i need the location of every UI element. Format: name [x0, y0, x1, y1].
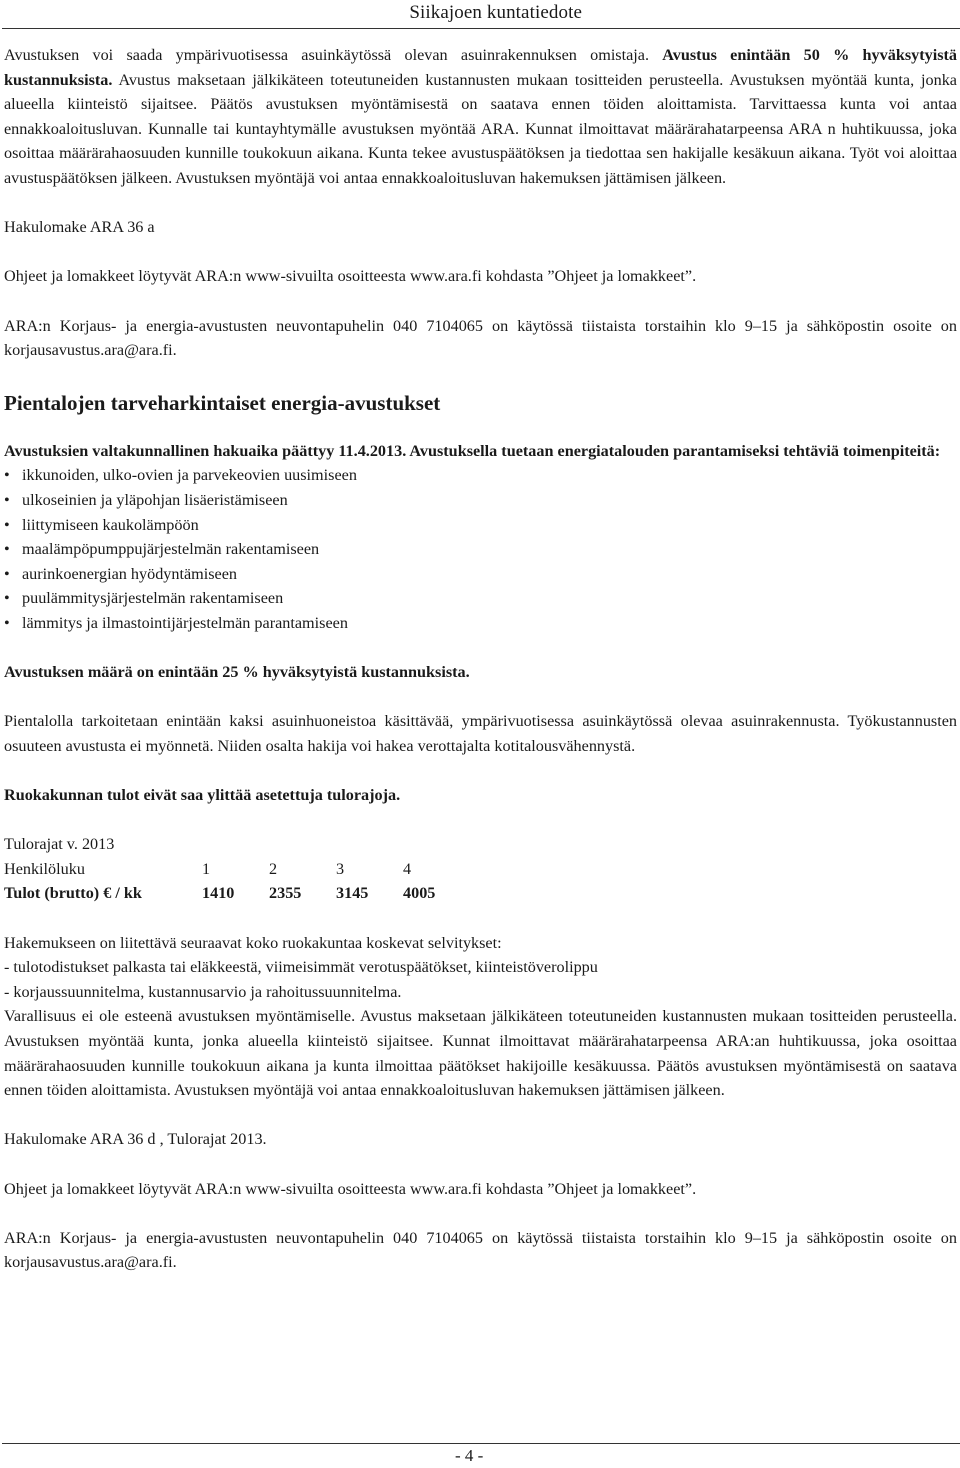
- table-cell: 2355: [269, 884, 302, 903]
- instructions-note: Ohjeet ja lomakkeet löytyvät ARA:n www-sivuilta osoitteesta www.ara.fi kohdasta ”Ohjeet ja lomakkeet”.: [4, 1179, 697, 1198]
- table-row: [4, 857, 470, 882]
- income-limit-bold: Ruokakunnan tulot eivät saa ylittää asetettuja tulorajoja.: [4, 786, 401, 805]
- table-cell: 3: [336, 859, 345, 878]
- table-cell: Tulot (brutto) € / kk: [4, 884, 142, 903]
- instructions-note: Ohjeet ja lomakkeet löytyvät ARA:n www-sivuilta osoitteesta www.ara.fi kohdasta ”Ohjeet ja lomakkeet”.: [4, 267, 697, 286]
- table-cell: 2: [269, 859, 278, 878]
- application-period-intro: [4, 439, 957, 464]
- income-limits-table: [4, 857, 470, 906]
- list-item: • puulämmitysjärjestelmän rakentamiseen: [4, 586, 957, 611]
- list-item: • liittymiseen kaukolämpöön: [4, 513, 957, 538]
- para-segment-bold: Avustus enintään 50 % hyväksytyistä kustannuksista.: [4, 46, 958, 89]
- section-title: Pientalojen tarveharkintaiset energia-avustukset: [4, 390, 441, 415]
- table-cell: Henkilöluku: [4, 859, 85, 878]
- table-row: [4, 881, 470, 906]
- grant-amount-note: [4, 660, 957, 685]
- income-limit-note: [4, 783, 957, 808]
- table-cell: 1: [202, 859, 211, 878]
- list-item: • ulkoseinien ja yläpohjan lisäeristämiseen: [4, 488, 957, 513]
- table-cell: 1410: [202, 884, 235, 903]
- income-table-caption: Tulorajat v. 2013: [4, 835, 115, 854]
- terms-paragraph: Varallisuus ei ole esteenä avustuksen myöntämiselle. Avustus maksetaan jälkikäteen toteutuneiden kustannusten mukaan tositteiden perusteella. Avustuksen myöntää kunta, jonka alueella kiinteistö sijaitsee. Kunnat ilmoittavat määrärahatarpeensa ARA:an huhtikuussa, joka osoittaa määrärahaosuuden kunnille toukokuun aikana ja kunta ilmoittaa päätökset hakijoille kesäkuussa. Päätös avustuksen myöntämisestä on saatava ennen töiden aloittamista. Avustuksen myöntäjä voi antaa ennakkoaloitusluvan hakemuksen jättämisen jälkeen.: [4, 1007, 957, 1100]
- table-cell: 4: [403, 859, 412, 878]
- page-number: - 4 -: [455, 1446, 484, 1465]
- helpline-note: ARA:n Korjaus- ja energia-avustusten neuvontapuhelin 040 7104065 on käytössä tiistaista torstaihin klo 9–15 ja sähköpostin osoite on korjausavustus.ara@ara.fi.: [4, 1228, 957, 1272]
- helpline-note: ARA:n Korjaus- ja energia-avustusten neuvontapuhelin 040 7104065 on käytössä tiistaista torstaihin klo 9–15 ja sähköpostin osoite on korjausavustus.ara@ara.fi.: [4, 316, 957, 360]
- amount-bold: Avustuksen määrä on enintään 25 % hyväksytyistä kustannuksista.: [4, 663, 470, 682]
- measures-list: [4, 463, 957, 635]
- header-divider: [2, 28, 960, 29]
- page-content: [4, 43, 957, 1275]
- list-item: • lämmitys ja ilmastointijärjestelmän parantamiseen: [4, 611, 957, 636]
- footer-divider: [2, 1443, 960, 1444]
- form-reference: Hakulomake ARA 36 d , Tulorajat 2013.: [4, 1130, 267, 1149]
- running-header-title: Siikajoen kuntatiedote: [409, 2, 582, 23]
- grant-overview-paragraph: [4, 43, 957, 191]
- para-segment: Avustus maksetaan jälkikäteen toteutuneiden kustannusten mukaan tositteiden perusteella. Avustuksen myöntää kunta, jonka alueella kiinteistö sijaitsee. Päätös avustuksen myöntämisestä on saatava ennen töiden aloittamista. Tarvittaessa kunta voi antaa ennakkoaloitusluvan. Kunnalle tai kuntayhtymälle avustuksen myöntää ARA. Kunnat ilmoittavat määrärahatarpeensa ARA n huhtikuussa, joka osoittaa määrärahaosuuden kunnille toukokuun aikana. Kunta tekee avustuspäätöksen ja tiedottaa sen hakijalle kesäkuun aikana. Työt voi aloittaa avustuspäätöksen jälkeen. Avustuksen myöntäjä voi antaa ennakkoaloitusluvan hakemuksen jättämisen jälkeen.: [4, 70, 957, 187]
- eligibility-paragraph: Pientalolla tarkoitetaan enintään kaksi asuinhuoneistoa käsittävää, ympärivuotisessa asuinkäytössä olevaa asuinrakennusta. Työkustannusten osuuteen avustusta ei myönnetä. Niiden osalta hakija voi hakea verottajalta kotitalousvähennystä.: [4, 712, 957, 755]
- table-cell: 3145: [336, 884, 369, 903]
- list-item: • ikkunoiden, ulko-ovien ja parvekeovien uusimiseen: [4, 463, 957, 488]
- attachment-item: - tulotodistukset palkasta tai eläkkeestä, viimeisimmät verotuspäätökset, kiinteistöverolippu: [4, 958, 598, 977]
- intro-bold: Avustuksien valtakunnallinen hakuaika päättyy 11.4.2013. Avustuksella tuetaan energiatalouden parantamiseksi tehtäviä toimenpiteitä:: [4, 441, 941, 460]
- attachment-item: - korjaussuunnitelma, kustannusarvio ja rahoitussuunnitelma.: [4, 982, 402, 1001]
- attachments-intro: Hakemukseen on liitettävä seuraavat koko ruokakuntaa koskevat selvitykset:: [4, 933, 502, 952]
- list-item: • maalämpöpumppujärjestelmän rakentamiseen: [4, 537, 957, 562]
- list-item: • aurinkoenergian hyödyntämiseen: [4, 562, 957, 587]
- form-reference: Hakulomake ARA 36 a: [4, 218, 155, 237]
- table-cell: 4005: [403, 884, 436, 903]
- para-segment: Avustuksen voi saada ympärivuotisessa asuinkäytössä olevan asuinrakennuksen omistaja.: [4, 46, 663, 64]
